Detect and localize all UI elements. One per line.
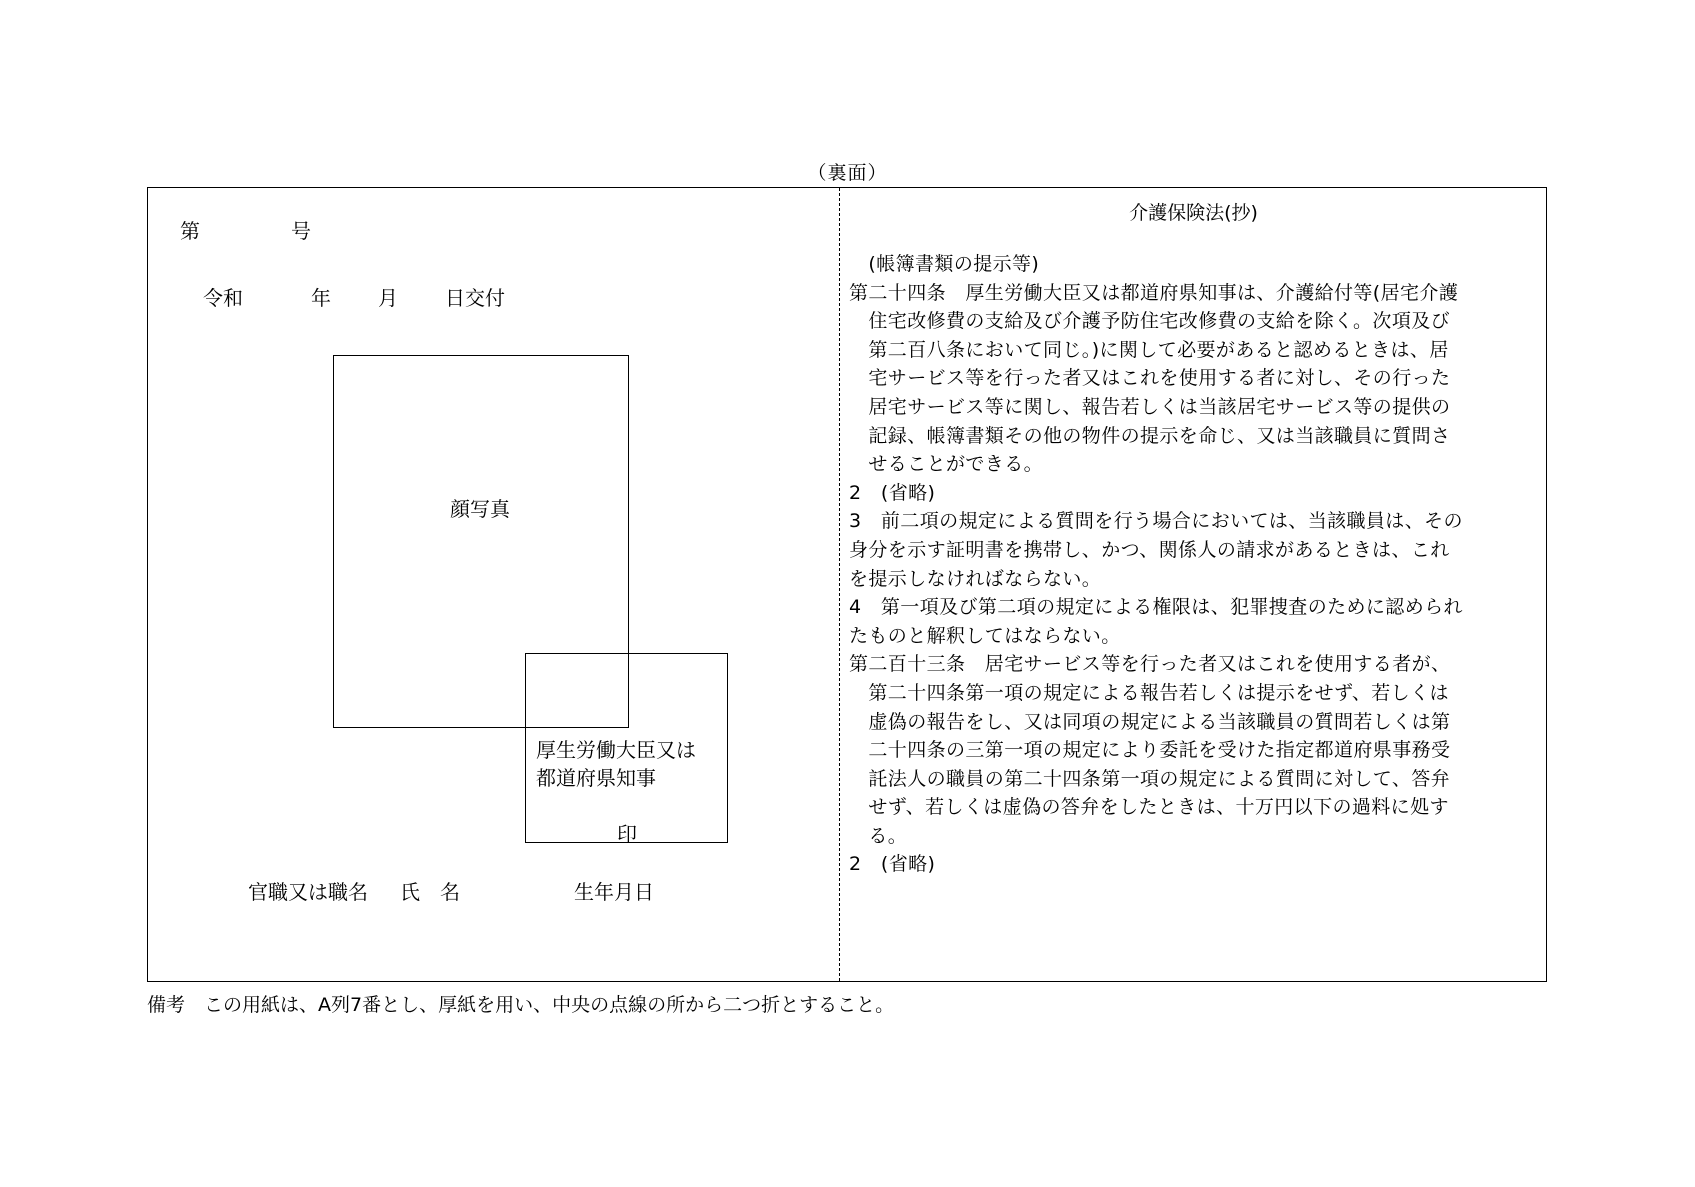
law-line: 第二十四条第一項の規定による報告若しくは提示をせず、若しくは xyxy=(849,681,1449,704)
law-line: せることができる。 xyxy=(849,453,1044,476)
birthdate-label: 生年月日 xyxy=(574,880,654,904)
law-line: 居宅サービス等に関し、報告若しくは当該居宅サービス等の提供の xyxy=(849,395,1451,418)
issue-date-month: 月 xyxy=(378,286,398,310)
law-line: 第二百十三条 居宅サービス等を行った者又はこれを使用する者が、 xyxy=(849,653,1451,676)
law-line: 4 第一項及び第二項の規定による権限は、犯罪捜査のために認められ xyxy=(849,596,1463,619)
law-excerpt-text xyxy=(849,250,1539,879)
law-line: を提示しなければならない。 xyxy=(849,567,1102,590)
law-line: る。 xyxy=(849,824,908,847)
photo-label: 顔写真 xyxy=(450,497,510,521)
law-line: たものと解釈してはならない。 xyxy=(849,624,1121,647)
law-title: 介護保険法(抄) xyxy=(1129,202,1258,224)
issuer-line-2: 都道府県知事 xyxy=(536,766,656,790)
number-label-go: 号 xyxy=(291,219,311,243)
issue-date-year: 年 xyxy=(311,286,331,310)
law-line: 第二百八条において同じ。)に関して必要があると認めるときは、居 xyxy=(849,338,1449,361)
law-line: 2 (省略) xyxy=(849,853,936,876)
law-line: せず、若しくは虚偽の答弁をしたときは、十万円以下の過料に処す xyxy=(849,796,1449,819)
law-line: 託法人の職員の第二十四条第一項の規定による質問に対して、答弁 xyxy=(849,767,1451,790)
law-line: 第二十四条 厚生労働大臣又は都道府県知事は、介護給付等(居宅介護 xyxy=(849,281,1459,304)
remark-note: 備考 この用紙は、A列7番とし、厚紙を用い、中央の点線の所から二つ折とすること。 xyxy=(147,994,895,1016)
number-label-dai: 第 xyxy=(180,219,200,243)
issue-date-era: 令和 xyxy=(203,286,243,310)
issuer-line-1: 厚生労働大臣又は xyxy=(536,738,696,762)
seal-label: 印 xyxy=(617,822,637,846)
law-line: 記録、帳簿書類その他の物件の提示を命じ、又は当該職員に質問さ xyxy=(849,424,1451,447)
law-line: 3 前二項の規定による質問を行う場合においては、当該職員は、その xyxy=(849,510,1463,533)
page-heading: （裏面） xyxy=(807,162,888,184)
official-title-label: 官職又は職名 xyxy=(248,880,368,904)
law-line: 宅サービス等を行った者又はこれを使用する者に対し、その行った xyxy=(849,367,1451,390)
law-line: 虚偽の報告をし、又は同項の規定による当該職員の質問若しくは第 xyxy=(849,710,1451,733)
issue-date-day: 日交付 xyxy=(445,286,505,310)
law-line: 住宅改修費の支給及び介護予防住宅改修費の支給を除く。次項及び xyxy=(849,310,1451,333)
center-fold-dotted-line xyxy=(839,188,840,981)
law-line: 二十四条の三第一項の規定により委託を受けた指定都道府県事務受 xyxy=(849,739,1451,762)
law-line: (帳簿書類の提示等) xyxy=(849,253,1040,275)
law-line: 2 (省略) xyxy=(849,481,936,504)
law-line: 身分を示す証明書を携帯し、かつ、関係人の請求があるときは、これ xyxy=(849,538,1450,561)
name-label: 氏 名 xyxy=(400,880,460,904)
